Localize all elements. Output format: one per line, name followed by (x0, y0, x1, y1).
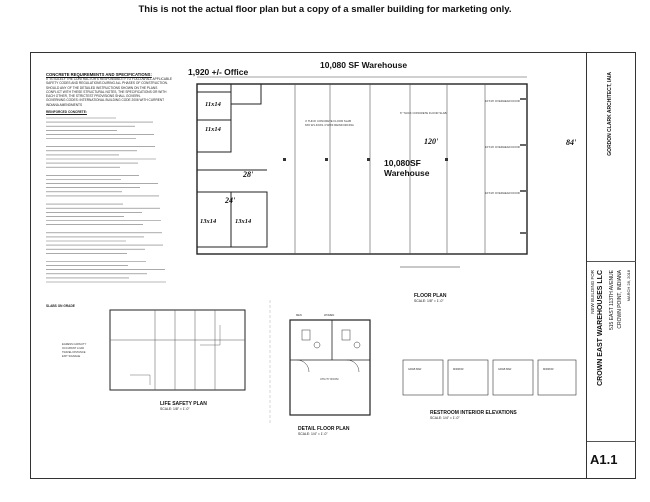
notes-line: SAFETY CODES AND REGULATIONS DURING ALL PHASES OF CONSTRUCTION. (46, 81, 168, 86)
svg-text:MIRROR: MIRROR (453, 368, 464, 371)
overhead-doors (520, 98, 527, 234)
tb-architect: GORDON CLARK ARCHITECT, IAIA (587, 52, 636, 262)
office-area-label: 1,920 +/- Office (188, 67, 249, 77)
plan-tags (305, 99, 520, 195)
title-block (586, 52, 636, 479)
svg-text:GRAB BAR: GRAB BAR (498, 368, 512, 371)
floor-plan-scale: SCALE: 1/8" = 1'-0" (414, 299, 444, 303)
svg-text:UTILITY ROOM: UTILITY ROOM (320, 378, 339, 381)
dimension-84: 84' (566, 138, 577, 147)
svg-text:GRAB BAR: GRAB BAR (408, 368, 422, 371)
restroom-elevations-drawing (398, 355, 578, 405)
floor-plan-title: FLOOR PLAN (414, 293, 447, 299)
svg-text:OCCUPANT LOAD: OCCUPANT LOAD (62, 347, 85, 350)
warehouse-area-label: 10,080 SF Warehouse (320, 60, 408, 70)
restroom-scale: SCALE: 1/4" = 1'-0" (430, 416, 460, 420)
life-safety-drawing (60, 305, 250, 400)
detail-floor-title: DETAIL FLOOR PLAN (298, 426, 350, 432)
svg-text:16'X16' OVERHEAD DOOR: 16'X16' OVERHEAD DOOR (485, 99, 520, 103)
svg-text:EXIT SIGNAGE: EXIT SIGNAGE (62, 355, 81, 358)
floor-plan-drawing (185, 62, 585, 312)
notes-line: INDIANA AMENDMENTS (46, 102, 83, 107)
plumbing-fixtures (297, 330, 360, 372)
detail-floor-scale: SCALE: 1/4" = 1'-0" (298, 432, 328, 436)
svg-text:EGRESS CAPACITY: EGRESS CAPACITY (62, 343, 87, 346)
life-safety-title: LIFE SAFETY PLAN (160, 401, 207, 407)
warehouse-center-label: 10,080SF Warehouse (384, 158, 430, 178)
room-label-3: 13x14 (200, 218, 217, 225)
elevation-tags (408, 367, 554, 371)
svg-text:MEN: MEN (296, 314, 302, 317)
room-label-2: 11x14 (205, 126, 221, 133)
notes-text-block (46, 114, 174, 294)
concrete-notes (46, 72, 174, 308)
notes-line: CONFLICT WITH THESE STRUCTURAL NOTES, THE SPECIFICATIONS OR WITH (46, 89, 167, 94)
life-safety-scale: SCALE: 1/8" = 1'-0" (160, 407, 190, 411)
notes-line: SHOULD ANY OF THE DETAILED INSTRUCTIONS SHOWN ON THE PLANS (46, 85, 158, 90)
ls-grid (110, 310, 245, 390)
room-label-1: 11x14 (205, 101, 221, 108)
svg-text:4' THICK CONCRETE FLOOR SLAB: 4' THICK CONCRETE FLOOR SLAB (305, 119, 352, 123)
marketing-disclaimer: This is not the actual floor plan but a copy of a smaller building for marketing only. (138, 4, 512, 15)
ls-legend (62, 342, 87, 358)
dimension-28: 28' (243, 170, 254, 179)
dimension-120: 120' (424, 137, 439, 146)
notes-title: CONCRETE REQUIREMENTS AND SPECIFICATIONS: (46, 72, 152, 77)
client-name: CROWN EAST WAREHOUSES LLC (597, 270, 604, 386)
svg-text:MIRROR: MIRROR (543, 368, 554, 371)
svg-text:TRAVEL DISTANCE: TRAVEL DISTANCE (62, 351, 86, 354)
svg-text:WOMEN: WOMEN (324, 314, 335, 317)
svg-text:16'X16' OVERHEAD DOOR: 16'X16' OVERHEAD DOOR (485, 145, 520, 149)
notes-subhead-reinforced: REINFORCED CONCRETE: (46, 110, 87, 115)
svg-text:6X6 W1.4XW1.4 WWF REINFORCING: 6X6 W1.4XW1.4 WWF REINFORCING (305, 123, 354, 127)
svg-text:6" THICK CONCRETE FLOOR SLAB: 6" THICK CONCRETE FLOOR SLAB (400, 111, 447, 115)
notes-line: IT IS SOLELY THE CONTRACTOR'S RESPONSIBILITY TO FOLLOW ALL APPLICABLE (46, 77, 172, 81)
elevation-frames (403, 360, 576, 395)
tb-project: NEW BUILDING FOR CROWN EAST WAREHOUSES LLC 515 EAST 113TH AVENUE CROWN POINT, INDIANA MARCH 28, 2018 (587, 262, 636, 442)
notes-subhead-slabs: SLABS ON GRADE (46, 304, 75, 308)
detail-floor-drawing (262, 300, 377, 430)
building-outline (197, 84, 527, 254)
room-label-4: 13x14 (235, 218, 252, 225)
notes-line: EACH OTHER, THE STRICTEST PROVISIONS SHALL GOVERN. (46, 94, 141, 99)
sheet-number: A1.1 (590, 452, 618, 467)
restroom-title: RESTROOM INTERIOR ELEVATIONS (430, 410, 517, 416)
svg-text:16'X16' OVERHEAD DOOR: 16'X16' OVERHEAD DOOR (485, 191, 520, 195)
ls-outline (110, 310, 245, 390)
dimension-24: 24' (225, 196, 236, 205)
notes-line: GOVERNING CODES: INTERNATIONAL BUILDING CODE 2006 WITH CURRENT (46, 98, 165, 103)
notes-body (46, 77, 174, 107)
